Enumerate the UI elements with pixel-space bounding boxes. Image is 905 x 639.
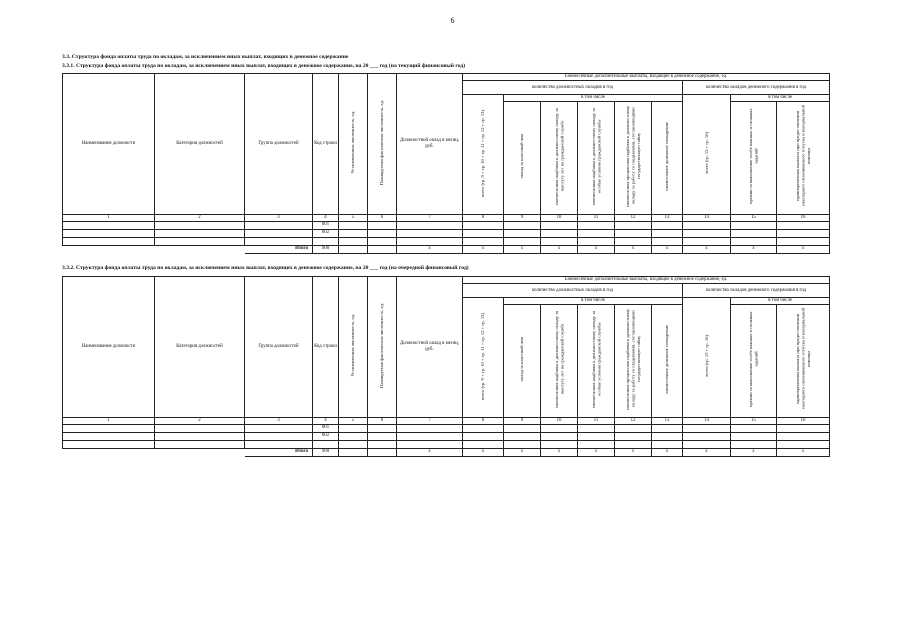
header-monthly-salary: Должностной оклад в месяц, руб. [397, 74, 463, 215]
header-lump-sum: единовременная выплата при предоставлении ежегодного оплачиваемого отпуска и материальной помощи [794, 308, 811, 410]
total-label: Итого [245, 245, 313, 253]
total-mark: x [731, 448, 777, 456]
total-mark: x [652, 448, 683, 456]
header-monthly-extra: Ежемесячные дополнительные выплаты, входящие в денежное содержание, ед. [463, 277, 830, 284]
header-salary-count-year: количество должностных окладов в год [463, 81, 683, 95]
total-mark: x [397, 245, 463, 253]
column-number-row: 1 2 3 4 5 6 7 8 9 10 11 12 13 14 15 16 [63, 214, 830, 221]
section-title: 3.3. Структура фонда оплаты труда по окладам, за исключением иных выплат, входящих в денежное содержание [62, 54, 349, 60]
total-mark: x [777, 448, 830, 456]
header-state-secret: ежемесячная процентная надбавка к должностному окладу за работу со сведениями, составляющими государственную тайну [624, 105, 641, 207]
header-including-2: в том числе [731, 95, 830, 102]
salary-structure-table-current [62, 73, 830, 254]
header-salary-count-money: количество окладов денежного содержания в год [683, 284, 830, 298]
header-including: в том числе [504, 298, 683, 305]
total-code: 900 [313, 448, 339, 456]
total-mark: x [683, 245, 731, 253]
row-code: 002 [313, 229, 339, 237]
header-monetary-incentive: ежемесячное денежное поощрение [664, 121, 670, 191]
header-special-conditions: ежемесячная надбавка к должностному окладу за особые условия гражданской службы [590, 107, 601, 205]
header-bonus-tasks: премии за выполнение особо важных и сложных заданий [748, 311, 759, 408]
total-mark: x [777, 245, 830, 253]
total-mark: x [578, 448, 615, 456]
total-mark: x [578, 245, 615, 253]
row-code: 001 [313, 221, 339, 229]
header-including-2: в том числе [731, 298, 830, 305]
table1-title: 3.3.1. Структура фонда оплаты труда по окладам, за исключением иных выплат, входящих в денежное содержание, на 20 ___ год (на текущий финансовый год) [62, 63, 466, 69]
header-established-count: Установленная численность, ед. [350, 111, 356, 174]
total-mark: x [731, 245, 777, 253]
total-mark: x [541, 245, 578, 253]
table-row [63, 440, 830, 448]
header-special-conditions: ежемесячная надбавка к должностному окладу за особые условия гражданской службы [590, 310, 601, 408]
header-position-name: Наименование должности [63, 277, 155, 418]
table-row [63, 424, 830, 432]
header-row-code: Код строки [313, 277, 339, 418]
header-state-secret: ежемесячная процентная надбавка к должностному окладу за работу со сведениями, составляющими государственную тайну [624, 308, 641, 410]
header-total-money: всего (гр. 15 + гр. 16) [703, 132, 709, 174]
total-mark: x [504, 245, 541, 253]
header-class-rank: оклад за классный чин [519, 337, 525, 382]
header-monetary-incentive: ежемесячное денежное поощрение [664, 324, 670, 394]
total-mark: x [615, 245, 652, 253]
header-seniority: ежемесячная надбавка к должностному окладу за выслугу лет на гражданской службе [553, 107, 564, 205]
total-mark: x [463, 448, 504, 456]
header-seniority: ежемесячная надбавка к должностному окладу за выслугу лет на гражданской службе [553, 310, 564, 408]
total-mark: x [397, 448, 463, 456]
total-mark: x [463, 245, 504, 253]
table2-title: 3.3.2. Структура фонда оплаты труда по окладам, за исключением иных выплат, входящих в денежное содержание, на 20 ___ год (на очередной финансовый год) [62, 265, 469, 271]
total-label: Итого [245, 448, 313, 456]
header-total-money: всего (гр. 15 + гр. 16) [703, 335, 709, 377]
total-mark: x [541, 448, 578, 456]
total-mark: x [683, 448, 731, 456]
table-row [63, 221, 830, 229]
header-monthly-salary: Должностной оклад в месяц, руб. [397, 277, 463, 418]
row-code: 002 [313, 432, 339, 440]
table-row [63, 432, 830, 440]
header-bonus-tasks: премии за выполнение особо важных и сложных заданий [748, 108, 759, 205]
header-position-group: Группа должностей [245, 277, 313, 418]
header-position-group: Группа должностей [245, 74, 313, 215]
total-mark: x [615, 448, 652, 456]
salary-structure-table-next [62, 276, 830, 457]
header-monthly-extra: Ежемесячные дополнительные выплаты, входящие в денежное содержание, ед. [463, 74, 830, 81]
header-class-rank: оклад за классный чин [519, 134, 525, 179]
header-salary-count-money: количество окладов денежного содержания в год [683, 81, 830, 95]
table-row [63, 237, 830, 245]
header-including: в том числе [504, 95, 683, 102]
total-row [63, 448, 830, 456]
table-row [63, 229, 830, 237]
header-established-count: Установленная численность, ед. [350, 314, 356, 377]
header-lump-sum: единовременная выплата при предоставлении ежегодного оплачиваемого отпуска и материальной помощи [794, 105, 811, 207]
header-salary-count-year: количество должностных окладов в год [463, 284, 683, 298]
page-number: 6 [450, 16, 455, 25]
header-total-g: всего (гр. 9 + гр. 10 + гр. 11 + гр. 12 + гр. 13) [480, 312, 486, 400]
total-code: 900 [313, 245, 339, 253]
total-mark: x [504, 448, 541, 456]
row-code: 001 [313, 424, 339, 432]
header-row-code: Код строки [313, 74, 339, 215]
column-number-row: 1 2 3 4 5 6 7 8 9 10 11 12 13 14 15 16 [63, 417, 830, 424]
header-planned-count: Планируемая фактическая численность, ед. [379, 302, 385, 389]
total-row [63, 245, 830, 253]
header-total-g: всего (гр. 9 + гр. 10 + гр. 11 + гр. 12 + гр. 13) [480, 109, 486, 197]
header-position-name: Наименование должности [63, 74, 155, 215]
header-planned-count: Планируемая фактическая численность, ед. [379, 99, 385, 186]
header-position-category: Категория должностей [155, 277, 245, 418]
header-position-category: Категория должностей [155, 74, 245, 215]
total-mark: x [652, 245, 683, 253]
